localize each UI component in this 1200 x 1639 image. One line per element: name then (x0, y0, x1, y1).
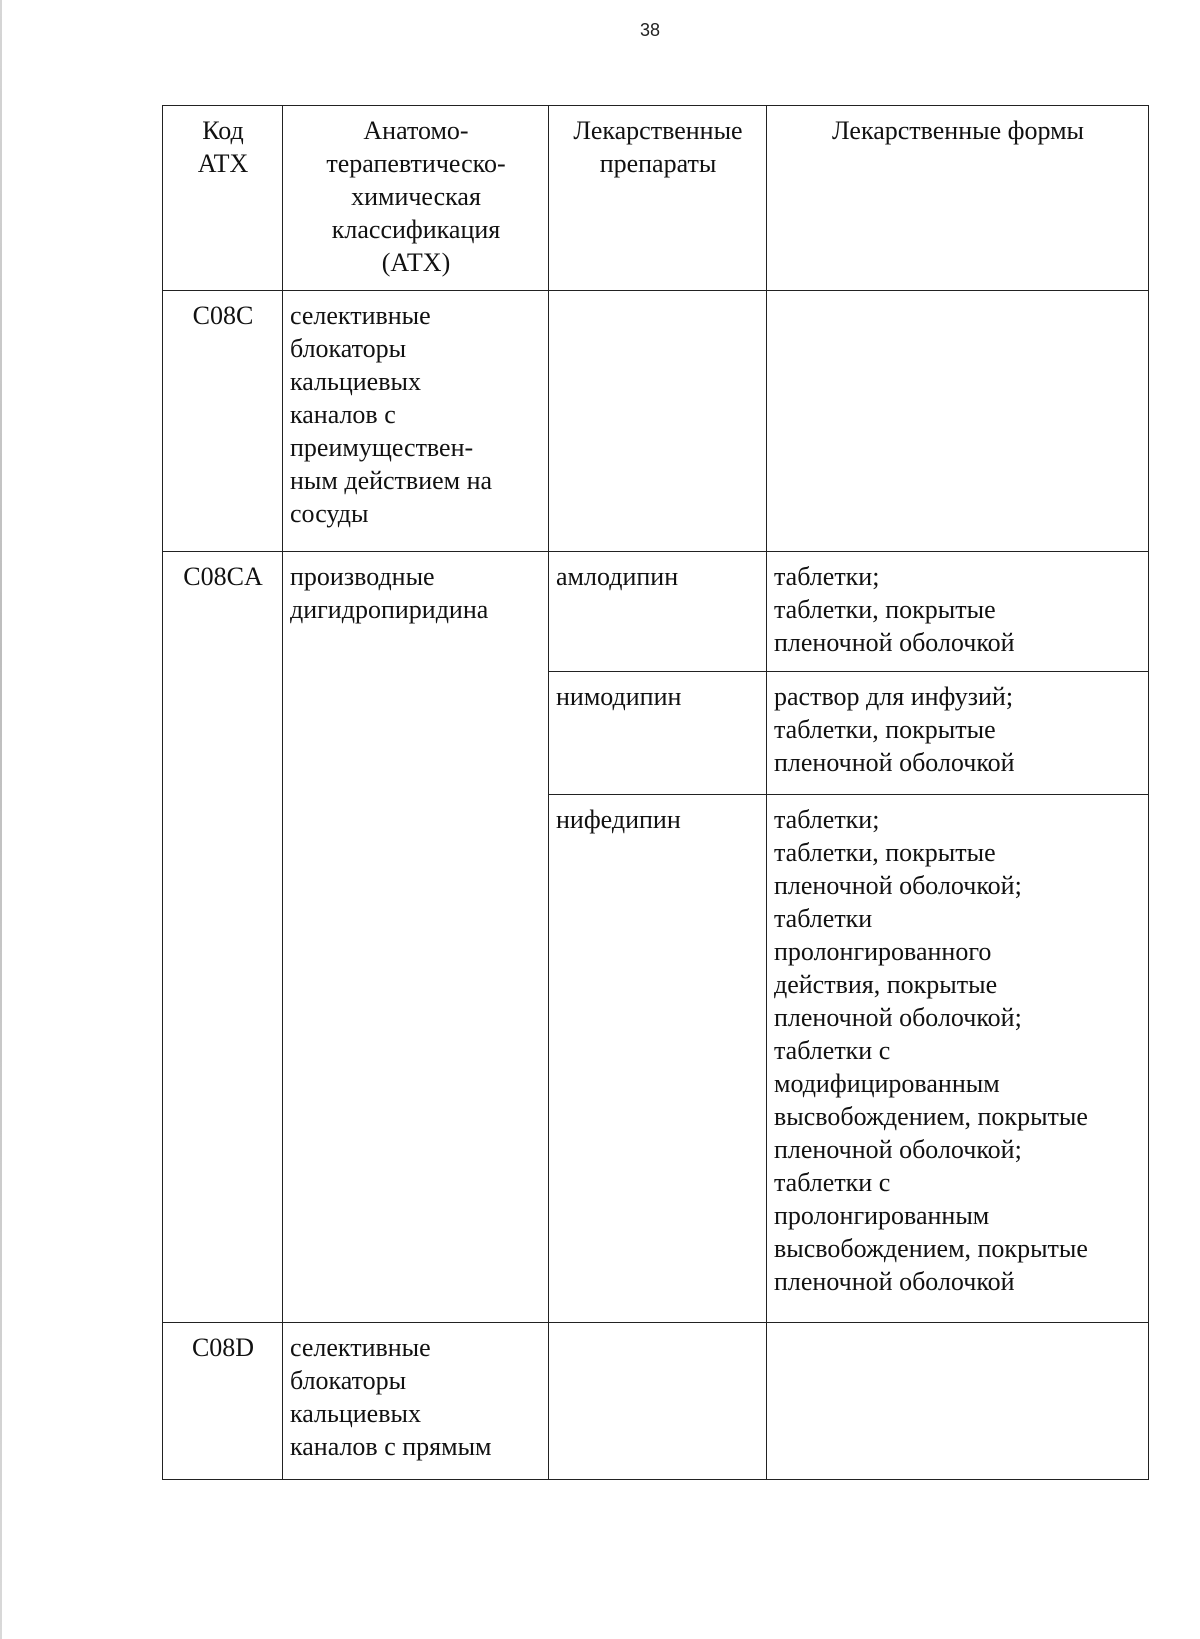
forms-cell (767, 291, 1149, 552)
drug-cell (549, 1323, 767, 1480)
header-drugs: Лекарственные препараты (549, 106, 767, 291)
table-row (163, 1323, 1149, 1480)
drug-cell: нифедипин (549, 795, 767, 1323)
atx-code-cell: C08C (163, 291, 283, 552)
header-forms: Лекарственные формы (767, 106, 1149, 291)
forms-cell: таблетки; таблетки, покрытые пленочной оболочкой (767, 552, 1149, 672)
table-row (163, 552, 1149, 672)
scan-edge (0, 0, 2, 1639)
forms-cell: таблетки; таблетки, покрытые пленочной оболочкой; таблетки пролонгированного действия, покрытые пленочной оболочкой; таблетки с модифицированным высвобождением, покрытые пленочной оболочкой; таблетки с пролонгированным высвобождением, покрытые пленочной оболочкой (767, 795, 1149, 1323)
drug-cell (549, 291, 767, 552)
page-number: 38 (640, 20, 661, 40)
table-header-row (163, 106, 1149, 291)
drug-cell: амлодипин (549, 552, 767, 672)
header-classification: Анатомо- терапевтическо- химическая классификация (АТХ) (283, 106, 549, 291)
table-row (163, 291, 1149, 552)
atx-code-cell: C08CA (163, 552, 283, 1323)
forms-cell: раствор для инфузий; таблетки, покрытые пленочной оболочкой (767, 672, 1149, 795)
header-code: Код ATX (163, 106, 283, 291)
classification-cell: селективные блокаторы кальциевых каналов с преимуществен- ным действием на сосуды (283, 291, 549, 552)
atx-table (162, 105, 1149, 1480)
drug-cell: нимодипин (549, 672, 767, 795)
classification-cell: селективные блокаторы кальциевых каналов с прямым (283, 1323, 549, 1480)
forms-cell (767, 1323, 1149, 1480)
atx-code-cell: C08D (163, 1323, 283, 1480)
classification-cell: производные дигидропиридина (283, 552, 549, 1323)
